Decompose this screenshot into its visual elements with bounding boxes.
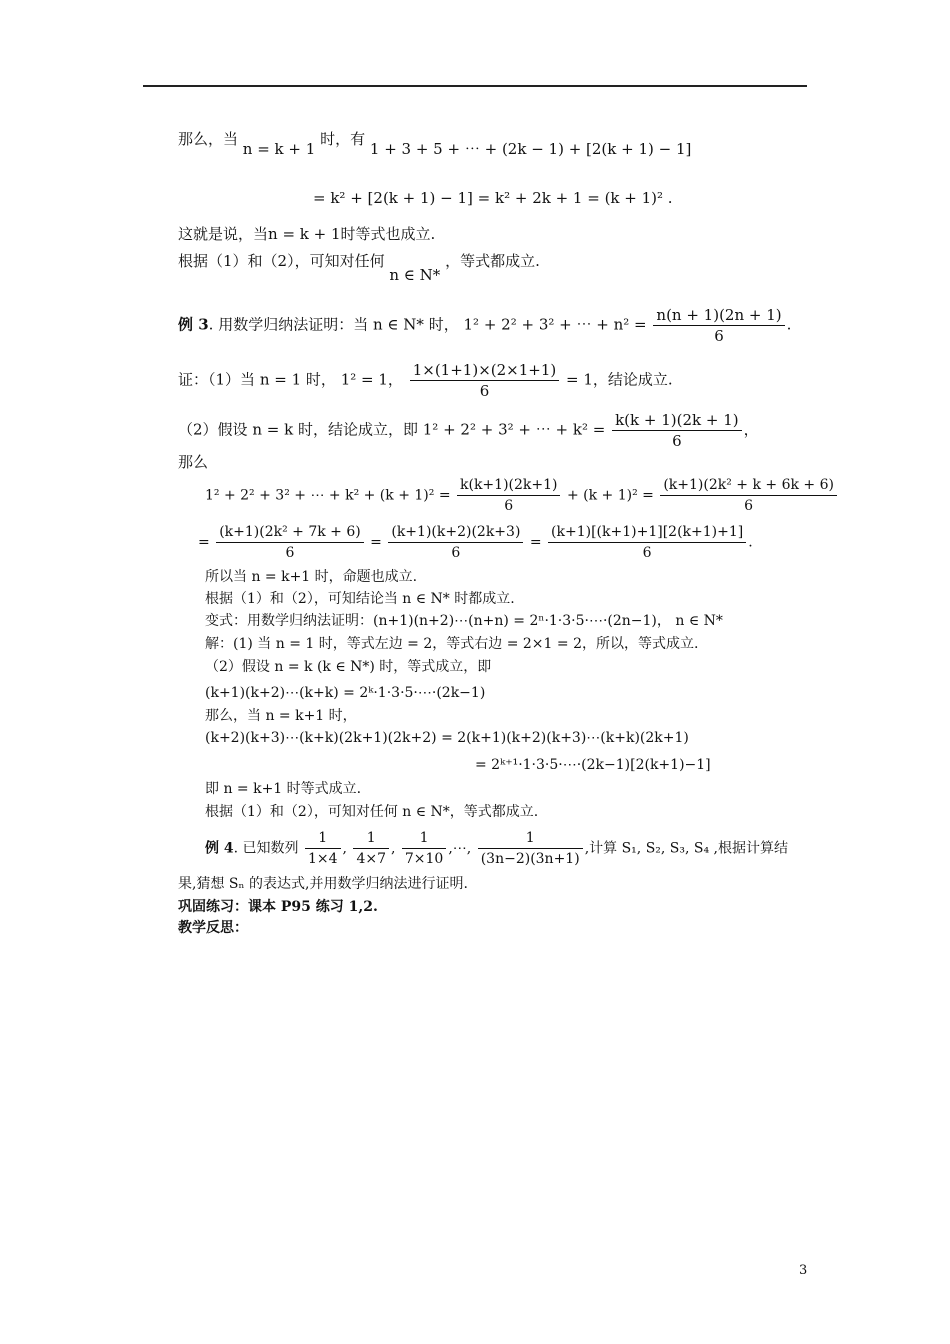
- example-label: 例 4: [205, 840, 234, 857]
- math-equation: (k+2)(k+3)⋯(k+k)(2k+1)(2k+2) = 2(k+1)(k+2)(k+3)⋯(k+k)(2k+1): [205, 730, 689, 746]
- fraction: [410, 360, 560, 401]
- text-line: 变式：用数学归纳法证明：(n+1)(n+2)⋯(n+n) = 2ⁿ·1·3·5·⋯·(2n−1)， n ∈ N*: [205, 613, 723, 629]
- text-segment: . 用数学归纳法证明：当: [208, 315, 369, 334]
- text-segment: 根据（1）和（2），可知对任何: [178, 252, 385, 270]
- fraction: [548, 522, 746, 563]
- header-rule: [143, 85, 807, 87]
- math-inline: 1² + 2² + 3² + ⋯ + k² =: [422, 420, 606, 439]
- fraction-denominator: 6: [504, 498, 514, 514]
- fraction-numerator: (k+1)(k+2)(2k+3): [388, 522, 523, 543]
- fraction-denominator: 6: [479, 382, 490, 400]
- page-number: 3: [799, 1263, 808, 1278]
- math-inline: 1² = 1，: [340, 370, 403, 389]
- math-inline: =: [198, 534, 210, 551]
- text-segment: 时，: [305, 370, 336, 389]
- fraction-denominator: 6: [642, 545, 652, 561]
- fraction: [305, 828, 341, 869]
- math-inline: n ∈ N*: [389, 266, 441, 284]
- fraction: [653, 305, 784, 346]
- math-inline: n ∈ N*: [373, 315, 424, 334]
- fraction-numerator: (k+1)[(k+1)+1][2(k+1)+1]: [548, 522, 746, 543]
- fraction-numerator: 1: [402, 828, 446, 849]
- fraction: [216, 522, 364, 563]
- math-inline: n = 1: [259, 370, 302, 389]
- text-line: （2）假设 n = k (k ∈ N*) 时，等式成立，即: [205, 659, 492, 675]
- math-equation: = 2ᵏ⁺¹·1·3·5·⋯·(2k−1)[2(k+1)−1]: [475, 757, 711, 773]
- fraction-denominator: 6: [285, 545, 295, 561]
- fraction-numerator: 1: [305, 828, 341, 849]
- math-inline: 1² + 2² + 3² + ⋯ + k² + (k + 1)² =: [205, 487, 451, 504]
- text-segment: . 已知数列: [233, 840, 299, 857]
- text-line: 根据（1）和（2），可知结论当 n ∈ N* 时都成立.: [205, 591, 515, 607]
- fraction-denominator: 7×10: [404, 851, 444, 867]
- text-line: 那么: [178, 453, 209, 471]
- text-line: 即 n = k+1 时等式成立.: [205, 781, 362, 797]
- fraction-numerator: 1×(1+1)×(2×1+1): [410, 360, 560, 381]
- text-line: [178, 129, 692, 158]
- math-inline: .: [748, 534, 753, 551]
- text-line: [178, 251, 540, 284]
- text-segment: ，: [743, 420, 759, 439]
- fraction-numerator: (k+1)(2k² + 7k + 6): [216, 522, 364, 543]
- fraction-denominator: 6: [451, 545, 461, 561]
- text-segment: 时，有: [320, 130, 366, 148]
- fraction: [478, 828, 583, 869]
- text-segment: 证：（1）当: [178, 370, 256, 389]
- text-line: 所以当 n = k+1 时，命题也成立.: [205, 569, 418, 585]
- fraction: [612, 410, 742, 451]
- text-line: [178, 224, 435, 244]
- fraction-numerator: k(k+1)(2k+1): [457, 475, 560, 496]
- math-inline: =: [529, 534, 542, 551]
- math-inline: n = k: [252, 420, 294, 439]
- reflection-heading: 教学反思：: [178, 920, 248, 936]
- fraction-denominator: 6: [744, 498, 754, 514]
- text-segment: ,计算 S₁, S₂, S₃, S₄ ,根据计算结: [584, 840, 789, 857]
- text-segment: = 1，结论成立.: [566, 370, 673, 389]
- text-segment: 时，: [428, 315, 459, 334]
- math-equation: [205, 475, 839, 516]
- example-3: [178, 305, 791, 346]
- math-inline: 1 + 3 + 5 + ⋯ + (2k − 1) + [2(k + 1) − 1]: [369, 140, 692, 158]
- math-inline: n = k + 1: [268, 225, 341, 243]
- fraction-numerator: 1: [478, 828, 583, 849]
- text-line: 解：(1) 当 n = 1 时，等式左边 = 2，等式右边 = 2×1 = 2，所以，等式成立.: [205, 636, 699, 652]
- fraction: [457, 475, 560, 516]
- practice-heading: 巩固练习：课本 P95 练习 1,2.: [178, 899, 378, 915]
- math-equation: (k+1)(k+2)⋯(k+k) = 2ᵏ·1·3·5·⋯·(2k−1): [205, 685, 486, 701]
- proof-step-2: [178, 410, 759, 451]
- fraction-denominator: 6: [672, 432, 682, 450]
- text-segment: 时等式也成立.: [340, 225, 436, 243]
- text-segment: ，等式都成立.: [445, 252, 540, 270]
- fraction: [388, 522, 523, 563]
- fraction: [353, 828, 389, 869]
- proof-step-1: [178, 360, 673, 401]
- math-equation: [198, 522, 753, 563]
- math-equation: = k² + [2(k + 1) − 1] = k² + 2k + 1 = (k + 1)² .: [313, 189, 673, 207]
- fraction-numerator: k(k + 1)(2k + 1): [612, 410, 742, 431]
- text-line: 根据（1）和（2），可知对任何 n ∈ N*，等式都成立.: [205, 804, 539, 820]
- fraction-denominator: 1×4: [307, 851, 338, 867]
- example-label: 例 3: [178, 315, 209, 334]
- text-segment: （2）假设: [178, 420, 248, 439]
- math-inline: =: [370, 534, 382, 551]
- math-inline: + (k + 1)² =: [566, 487, 654, 504]
- text-segment: 时，结论成立，即: [297, 420, 418, 439]
- fraction-numerator: (k+1)(2k² + k + 6k + 6): [660, 475, 837, 496]
- fraction: [660, 475, 837, 516]
- text-segment: 那么，当: [178, 130, 239, 148]
- math-inline: n = k + 1: [242, 140, 316, 158]
- text-segment: .: [786, 315, 792, 334]
- text-segment: ,⋯,: [448, 840, 472, 857]
- fraction-numerator: 1: [353, 828, 389, 849]
- example-4: 例 4. 已知数列 $\frac{1}{1\times 4}$ , $\frac{1}{4\times 7}$ , $\frac{1}{7\times 10}$ ,⋯, $\frac{1}{(3n-2)(3n+1)}$ ,计算 S₁, S₂, S₃, S₄ ,根据计算结: [205, 830, 789, 867]
- fraction: [402, 828, 446, 869]
- text-line: 那么，当 n = k+1 时，: [205, 708, 357, 724]
- fraction-numerator: n(n + 1)(2n + 1): [653, 305, 784, 326]
- text-line: 果,猜想 Sₙ 的表达式,并用数学归纳法进行证明.: [178, 876, 468, 892]
- fraction-denominator: 4×7: [356, 851, 386, 867]
- fraction-denominator: 6: [714, 327, 724, 345]
- text-segment: 这就是说，当: [178, 225, 269, 243]
- fraction-denominator: (3n−2)(3n+1): [480, 851, 580, 867]
- math-inline: 1² + 2² + 3² + ⋯ + n² =: [463, 315, 647, 334]
